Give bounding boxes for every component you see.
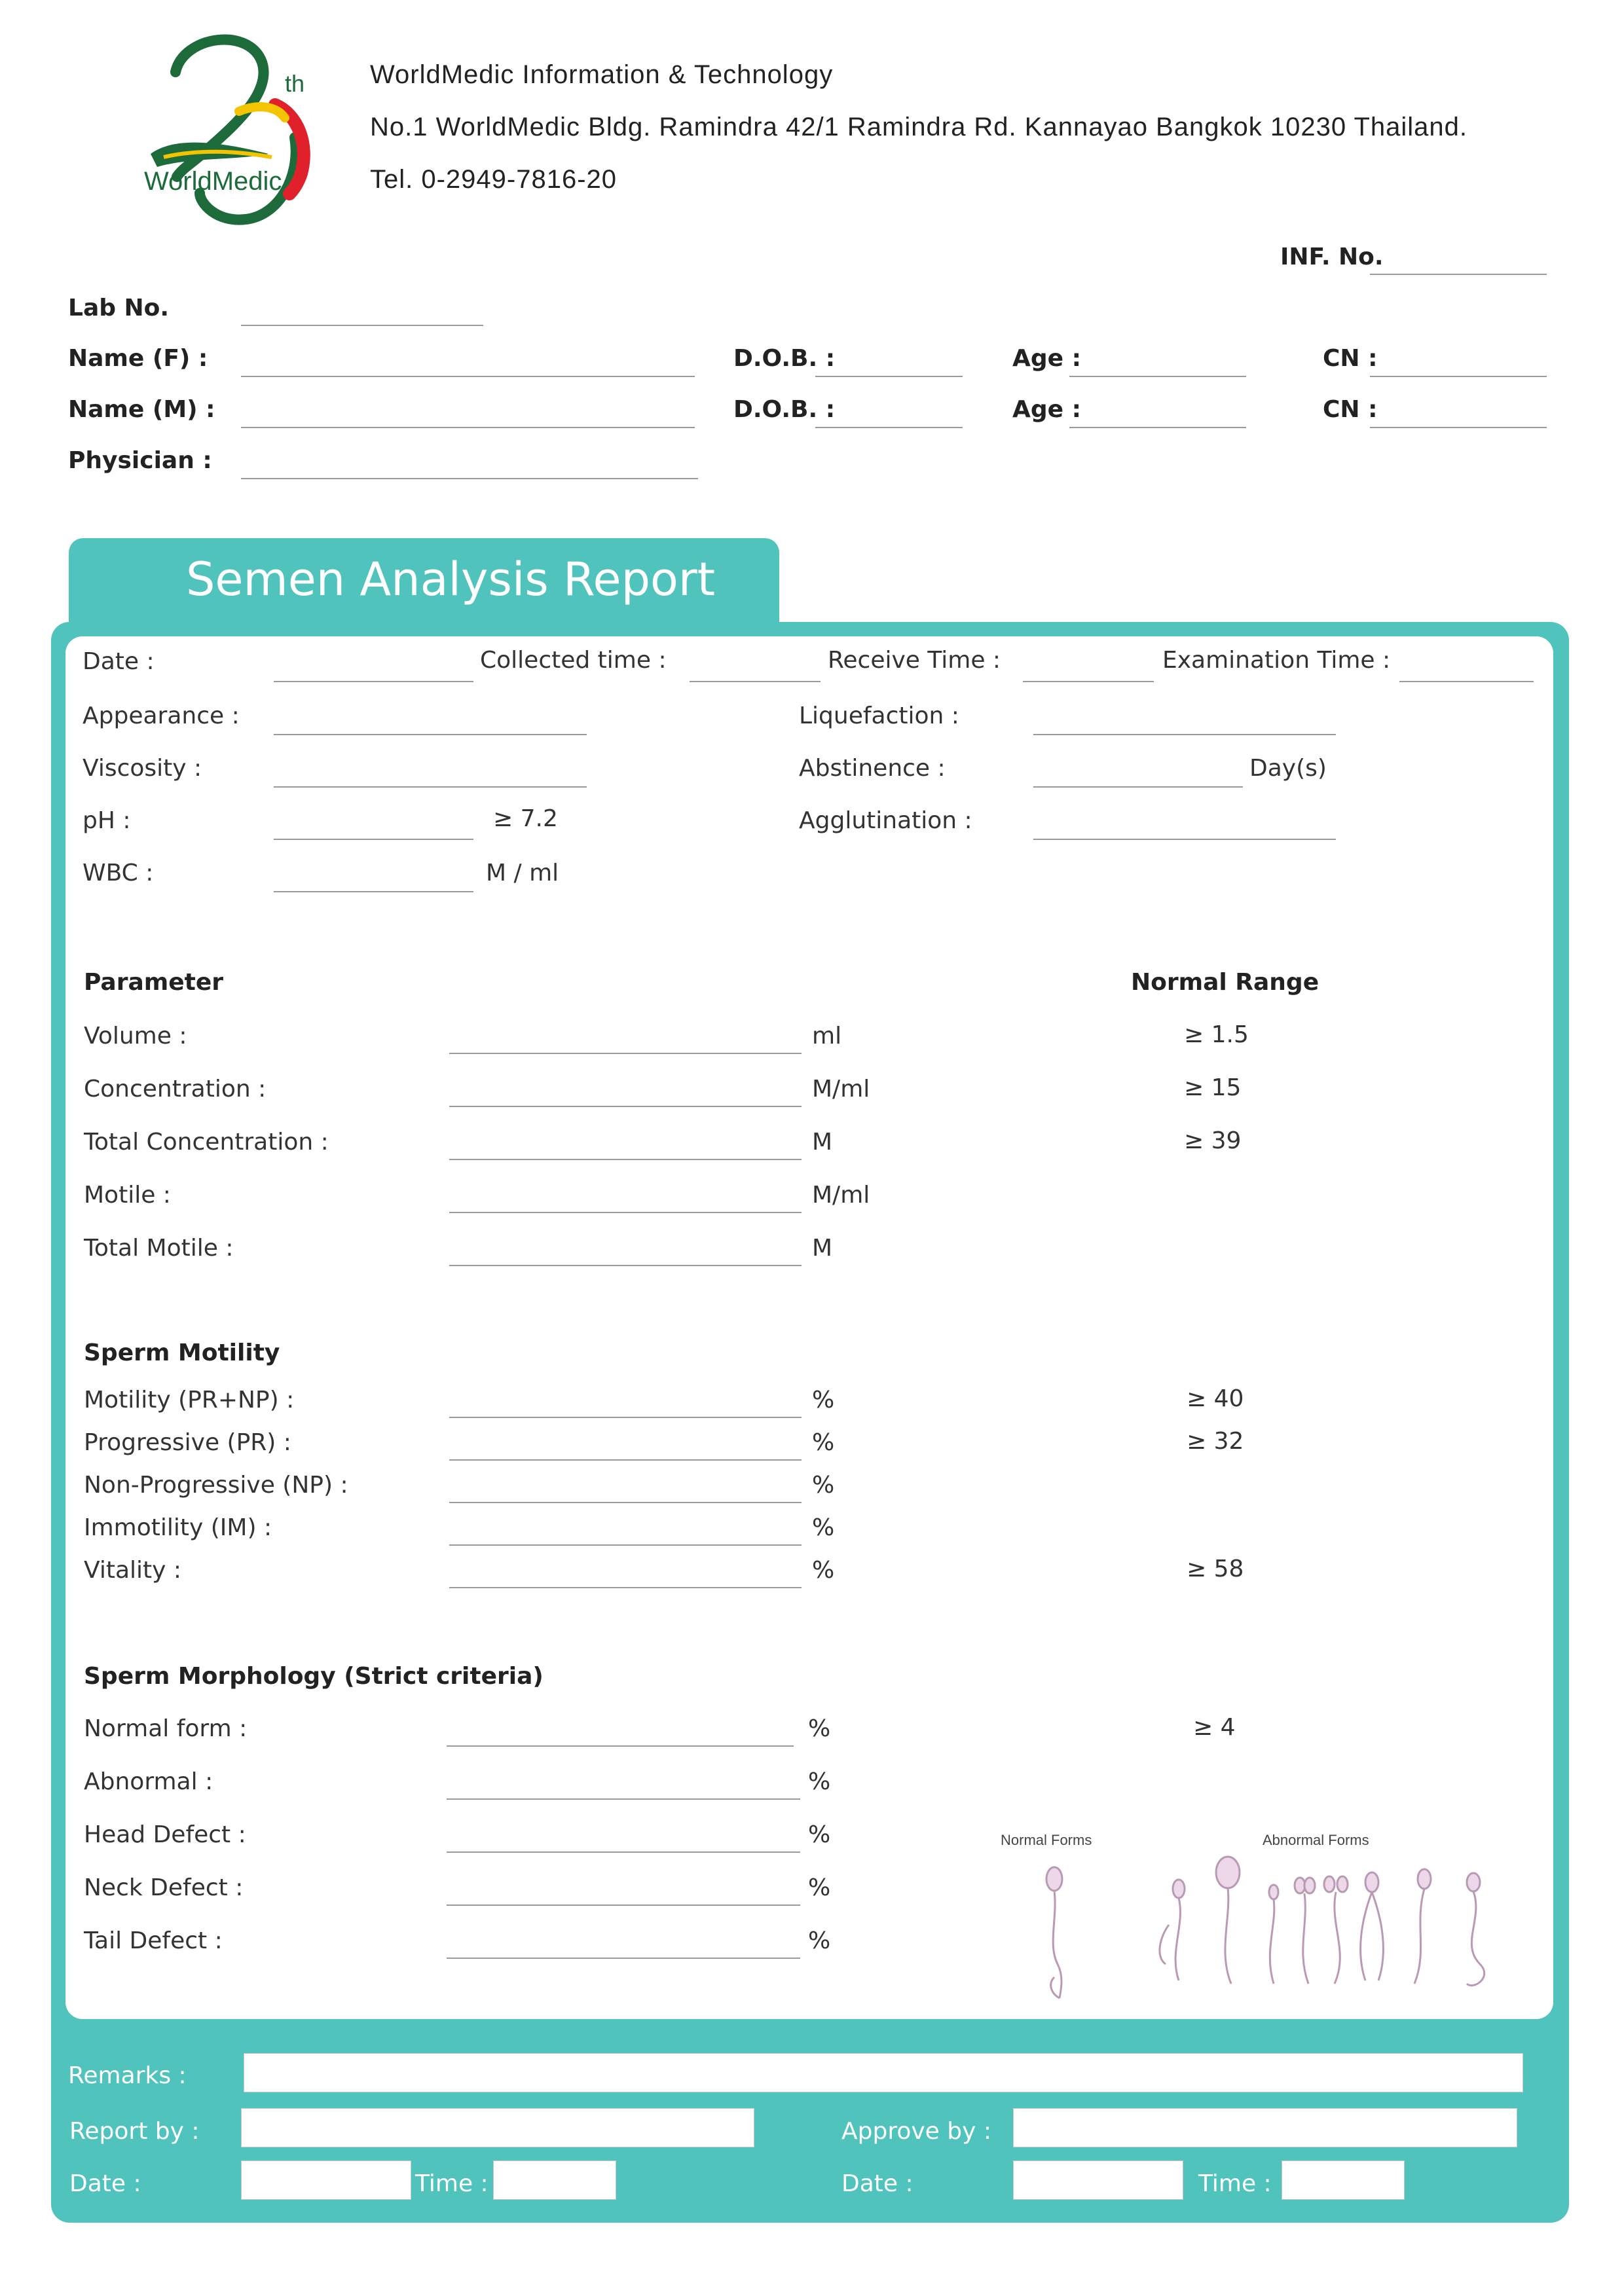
parameter-unit: M bbox=[812, 1235, 833, 1262]
approve-date-label: Date : bbox=[841, 2170, 913, 2197]
examination-time-label: Examination Time : bbox=[1162, 647, 1391, 674]
cn-m-field[interactable] bbox=[1370, 427, 1547, 428]
report-by-field[interactable] bbox=[241, 2108, 754, 2147]
liquefaction-field[interactable] bbox=[1033, 734, 1336, 735]
sperm-morphology-illustration bbox=[1022, 1853, 1506, 2003]
name-m-field[interactable] bbox=[241, 427, 695, 428]
report-time-field[interactable] bbox=[493, 2160, 616, 2200]
motility-label: Immotility (IM) : bbox=[84, 1514, 272, 1541]
motility-unit: % bbox=[812, 1387, 835, 1413]
motility-label: Non-Progressive (NP) : bbox=[84, 1472, 348, 1499]
report-by-label: Report by : bbox=[69, 2118, 200, 2145]
morphology-label: Head Defect : bbox=[84, 1821, 246, 1848]
motility-unit: % bbox=[812, 1472, 835, 1499]
ph-label: pH : bbox=[83, 807, 131, 834]
report-title: Semen Analysis Report bbox=[186, 553, 716, 606]
motility-label: Motility (PR+NP) : bbox=[84, 1387, 295, 1413]
motility-range: ≥ 40 bbox=[1187, 1385, 1244, 1412]
abstinence-label: Abstinence : bbox=[799, 755, 946, 782]
morphology-label: Tail Defect : bbox=[84, 1927, 223, 1954]
name-f-field[interactable] bbox=[241, 376, 695, 377]
morphology-unit: % bbox=[808, 1874, 831, 1901]
approve-time-label: Time : bbox=[1198, 2170, 1272, 2197]
normal-range-header: Normal Range bbox=[1131, 969, 1320, 996]
parameter-field[interactable] bbox=[449, 1212, 802, 1213]
parameter-label: Volume : bbox=[84, 1023, 187, 1049]
parameter-label: Concentration : bbox=[84, 1076, 267, 1102]
company-address: No.1 WorldMedic Bldg. Ramindra 42/1 Ramindra Rd. Kannayao Bangkok 10230 Thailand. bbox=[370, 113, 1467, 141]
motility-unit: % bbox=[812, 1429, 835, 1456]
parameter-field[interactable] bbox=[449, 1159, 802, 1160]
approve-by-label: Approve by : bbox=[841, 2118, 991, 2145]
ph-range: ≥ 7.2 bbox=[493, 805, 558, 832]
company-name: WorldMedic Information & Technology bbox=[370, 60, 834, 89]
inf-no-field[interactable] bbox=[1370, 274, 1547, 275]
appearance-field[interactable] bbox=[274, 734, 587, 735]
morphology-field[interactable] bbox=[447, 1745, 794, 1747]
motility-field[interactable] bbox=[449, 1459, 802, 1461]
age-f-field[interactable] bbox=[1069, 376, 1246, 377]
parameter-field[interactable] bbox=[449, 1106, 802, 1107]
name-f-label: Name (F) : bbox=[68, 345, 208, 372]
motility-label: Vitality : bbox=[84, 1557, 182, 1584]
appearance-label: Appearance : bbox=[83, 702, 240, 729]
cn-f-label: CN : bbox=[1323, 345, 1378, 372]
motility-unit: % bbox=[812, 1514, 835, 1541]
wbc-unit: M / ml bbox=[486, 860, 559, 886]
dob-f-label: D.O.B. : bbox=[733, 345, 836, 372]
report-panel-inner bbox=[65, 636, 1553, 2019]
logo-brand-text: WorldMedic bbox=[144, 167, 282, 196]
parameter-unit: M/ml bbox=[812, 1076, 870, 1102]
cn-f-field[interactable] bbox=[1370, 376, 1547, 377]
morphology-title: Sperm Morphology (Strict criteria) bbox=[84, 1663, 544, 1690]
name-m-label: Name (M) : bbox=[68, 396, 215, 423]
approve-date-field[interactable] bbox=[1013, 2160, 1183, 2200]
morphology-field[interactable] bbox=[447, 1958, 800, 1959]
morphology-label: Normal form : bbox=[84, 1715, 248, 1742]
date-field[interactable] bbox=[274, 681, 473, 682]
examination-time-field[interactable] bbox=[1399, 681, 1534, 682]
physician-field[interactable] bbox=[241, 478, 698, 479]
age-f-label: Age : bbox=[1012, 345, 1081, 372]
morphology-range: ≥ 4 bbox=[1193, 1714, 1236, 1741]
motility-label: Progressive (PR) : bbox=[84, 1429, 291, 1456]
morphology-field[interactable] bbox=[447, 1798, 800, 1800]
dob-m-field[interactable] bbox=[815, 427, 963, 428]
morphology-unit: % bbox=[808, 1821, 831, 1848]
parameter-label: Total Concentration : bbox=[84, 1129, 329, 1156]
abnormal-forms-caption: Abnormal Forms bbox=[1263, 1832, 1369, 1848]
motility-field[interactable] bbox=[449, 1502, 802, 1503]
report-date-label: Date : bbox=[69, 2170, 141, 2197]
lab-no-field[interactable] bbox=[241, 325, 483, 326]
collected-time-label: Collected time : bbox=[480, 647, 667, 674]
morphology-unit: % bbox=[808, 1927, 831, 1954]
parameter-label: Total Motile : bbox=[84, 1235, 234, 1262]
agglutination-field[interactable] bbox=[1033, 839, 1336, 840]
motility-title: Sperm Motility bbox=[84, 1339, 280, 1366]
report-date-field[interactable] bbox=[241, 2160, 411, 2200]
age-m-label: Age : bbox=[1012, 396, 1081, 423]
inf-no-label: INF. No. bbox=[1280, 244, 1384, 270]
dob-f-field[interactable] bbox=[815, 376, 963, 377]
morphology-field[interactable] bbox=[447, 1904, 800, 1906]
viscosity-label: Viscosity : bbox=[83, 755, 202, 782]
viscosity-field[interactable] bbox=[274, 786, 587, 788]
morphology-unit: % bbox=[808, 1768, 831, 1795]
collected-time-field[interactable] bbox=[690, 681, 821, 682]
remarks-field[interactable] bbox=[244, 2053, 1523, 2092]
age-m-field[interactable] bbox=[1069, 427, 1246, 428]
date-label: Date : bbox=[83, 648, 155, 675]
liquefaction-label: Liquefaction : bbox=[799, 702, 959, 729]
wbc-field[interactable] bbox=[274, 891, 473, 892]
parameter-range: ≥ 1.5 bbox=[1184, 1021, 1249, 1048]
lab-no-label: Lab No. bbox=[68, 295, 170, 321]
ph-field[interactable] bbox=[274, 839, 473, 840]
report-time-label: Time : bbox=[415, 2170, 489, 2197]
parameter-field[interactable] bbox=[449, 1265, 802, 1266]
morphology-field[interactable] bbox=[447, 1851, 800, 1853]
agglutination-label: Agglutination : bbox=[799, 807, 972, 834]
physician-label: Physician : bbox=[68, 447, 212, 474]
company-tel: Tel. 0-2949-7816-20 bbox=[370, 165, 618, 194]
parameter-label: Motile : bbox=[84, 1182, 171, 1209]
abstinence-unit: Day(s) bbox=[1249, 755, 1327, 782]
parameter-unit: M/ml bbox=[812, 1182, 870, 1209]
parameter-unit: ml bbox=[812, 1023, 842, 1049]
receive-time-label: Receive Time : bbox=[828, 647, 1001, 674]
dob-m-label: D.O.B. : bbox=[733, 396, 836, 423]
cn-m-label: CN : bbox=[1323, 396, 1378, 423]
parameter-unit: M bbox=[812, 1129, 833, 1156]
motility-field[interactable] bbox=[449, 1417, 802, 1418]
parameter-range: ≥ 15 bbox=[1184, 1074, 1242, 1101]
motility-range: ≥ 58 bbox=[1187, 1556, 1244, 1582]
motility-field[interactable] bbox=[449, 1544, 802, 1546]
wbc-label: WBC : bbox=[83, 860, 154, 886]
motility-unit: % bbox=[812, 1557, 835, 1584]
approve-by-field[interactable] bbox=[1013, 2108, 1517, 2147]
morphology-label: Neck Defect : bbox=[84, 1874, 244, 1901]
parameter-title: Parameter bbox=[84, 969, 224, 996]
receive-time-field[interactable] bbox=[1023, 681, 1154, 682]
motility-field[interactable] bbox=[449, 1587, 802, 1588]
abstinence-field[interactable] bbox=[1033, 786, 1243, 788]
motility-range: ≥ 32 bbox=[1187, 1428, 1244, 1455]
company-logo bbox=[138, 26, 327, 236]
morphology-label: Abnormal : bbox=[84, 1768, 213, 1795]
parameter-range: ≥ 39 bbox=[1184, 1127, 1242, 1154]
anniversary-suffix: th bbox=[285, 70, 305, 97]
normal-forms-caption: Normal Forms bbox=[1001, 1832, 1092, 1848]
parameter-field[interactable] bbox=[449, 1053, 802, 1054]
morphology-unit: % bbox=[808, 1715, 831, 1742]
remarks-label: Remarks : bbox=[68, 2062, 187, 2089]
approve-time-field[interactable] bbox=[1282, 2160, 1405, 2200]
